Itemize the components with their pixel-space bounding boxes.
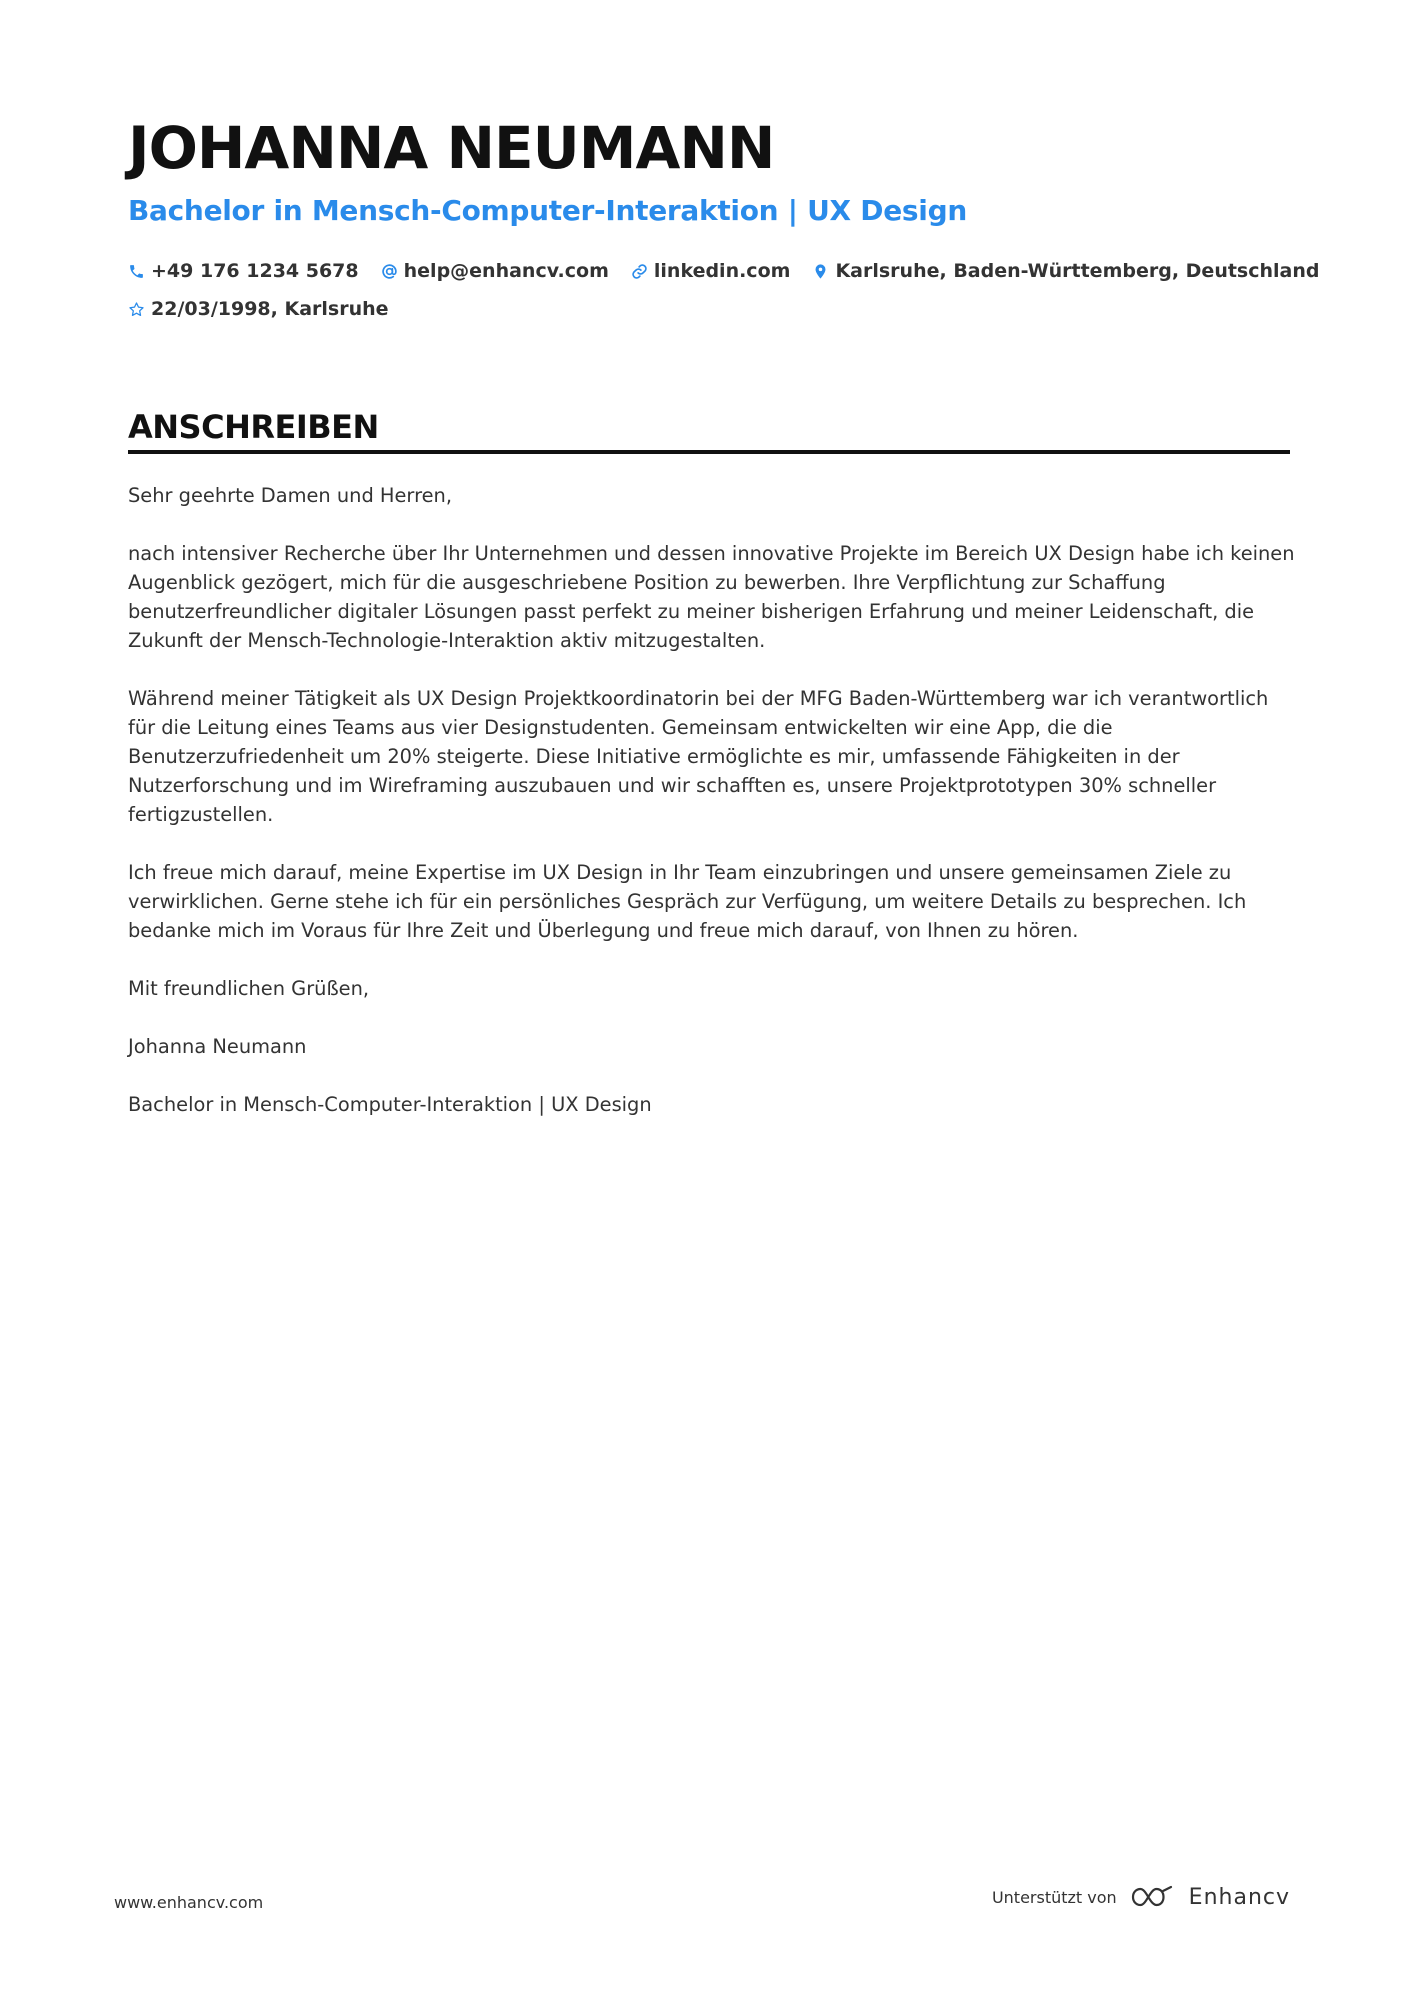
applicant-title: Bachelor in Mensch-Computer-Interaktion | UX Design [128,194,967,227]
signature-name: Johanna Neumann [128,1035,307,1058]
letter-paragraph-1: nach intensiver Recherche über Ihr Unternehmen und dessen innovative Projekte im Bereich UX Design habe ich keinen Augenblick gezögert, mich für die ausgeschriebene Position zu bewerben. Ihre Verpflichtung zur Schaffung benutzerfreundlicher digitaler Lösungen passt perfekt zu meiner bisherigen Erfahrung und meiner Leidenschaft, die Zukunft der Mensch-Technologie-Interaktion aktiv mitzugestalten. [128,542,1295,652]
powered-by-text: Unterstützt von [991,1887,1117,1907]
section-title: ANSCHREIBEN [128,408,379,446]
contact-email [381,260,609,282]
at-icon [381,263,398,280]
footer-branding [992,1882,1290,1912]
applicant-name: JOHANNA NEUMANN [128,114,775,182]
letter-closing: Mit freundlichen Grüßen, [128,977,370,1000]
location-text: Karlsruhe, Baden-Württemberg, Deutschland [835,260,1320,282]
section-divider [128,450,1290,454]
contact-linkedin [631,260,791,282]
phone-text: +49 176 1234 5678 [151,260,359,282]
letter-paragraph-2: Während meiner Tätigkeit als UX Design Projektkoordinatorin bei der MFG Baden-Württemberg war ich verantwortlich für die Leitung eines Teams aus vier Designstudenten. Gemeinsam entwickelten wir eine App, die die Benutzerzufriedenheit um 20% steigerte. Diese Initiative ermöglichte es mir, umfassende Fähigkeiten in der Nutzerforschung und im Wireframing auszubauen und wir schafften es, unsere Projektprototypen 30% schneller fertigzustellen. [128,687,1269,826]
contact-phone [128,260,359,282]
letter-body [128,481,1298,1148]
map-pin-icon [812,263,829,280]
letter-greeting: Sehr geehrte Damen und Herren, [128,484,452,507]
contact-info [128,252,1320,328]
linkedin-text: linkedin.com [653,260,791,282]
enhancv-logo-icon [1129,1882,1175,1912]
signature-title: Bachelor in Mensch-Computer-Interaktion | UX Design [128,1093,652,1116]
contact-row-1 [128,252,1320,290]
contact-row-2 [128,290,1308,328]
link-icon [631,263,648,280]
letter-paragraph-3: Ich freue mich darauf, meine Expertise im UX Design in Ihr Team einzubringen und unsere gemeinsamen Ziele zu verwirklichen. Gerne stehe ich für ein persönliches Gespräch zur Verfügung, um weitere Details zu besprechen. Ich bedanke mich im Voraus für Ihre Zeit und Überlegung und freue mich darauf, von Ihnen zu hören. [128,861,1247,942]
email-text: help@enhancv.com [403,260,609,282]
contact-location [812,260,1319,282]
star-icon [128,301,145,318]
phone-icon [128,263,145,280]
brand-name: Enhancv [1188,1884,1290,1910]
birth-text: 22/03/1998, Karlsruhe [151,298,389,320]
contact-birth [128,298,389,320]
footer-url[interactable]: www.enhancv.com [114,1893,264,1912]
